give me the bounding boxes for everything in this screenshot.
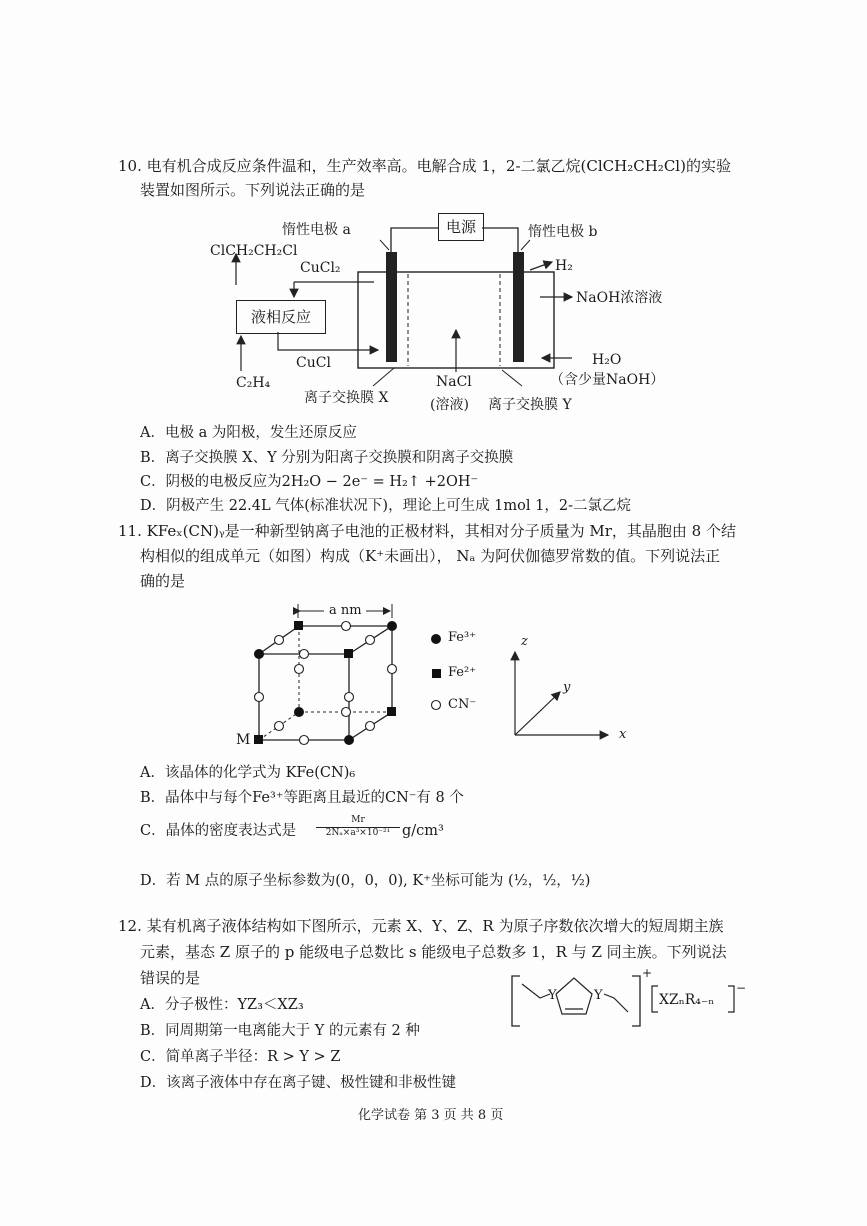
q10-option-d: D．阴极产生 22.4L 气体(标准状况下)，理论上可生成 1mol 1，2-二氯乙烷 [140, 498, 631, 514]
anion-formula: XZₙR₄₋ₙ [659, 992, 715, 1008]
q12-option-d: D．该离子液体中存在离子键、极性键和非极性键 [140, 1075, 457, 1091]
label-electrode-a: 惰性电极 a [282, 222, 351, 238]
axis-y-label: y [563, 680, 571, 695]
legend-fe3: Fe³⁺ [448, 630, 477, 645]
axis-z-label: z [521, 634, 528, 649]
label-nacl: NaCl [436, 374, 472, 390]
label-cucl: CuCl [296, 355, 331, 371]
q11-option-d: D．若 M 点的原子坐标参数为(0，0，0), K⁺坐标可能为 (½，½，½) [140, 873, 591, 889]
q10-option-b: B．离子交换膜 X、Y 分别为阳离子交换膜和阴离子交换膜 [140, 450, 514, 466]
ring-atom-y-left: Y [548, 988, 557, 1003]
q10-option-c: C．阴极的电极反应为2H₂O − 2e⁻ = H₂↑ +2OH⁻ [140, 474, 479, 490]
label-electrode-b: 惰性电极 b [528, 224, 598, 240]
label-cucl2: CuCl₂ [300, 260, 341, 276]
q12-option-a: A．分子极性：YZ₃＜XZ₃ [140, 997, 304, 1013]
axis-x-label: x [619, 727, 627, 742]
cation-charge: + [642, 966, 653, 980]
label-product: ClCH₂CH₂Cl [210, 243, 298, 259]
q11-option-a: A．该晶体的化学式为 KFe(CN)₆ [140, 765, 356, 781]
q10-option-a: A．电极 a 为阳极，发生还原反应 [140, 425, 357, 441]
q11-stem-line2: 构相似的组成单元（如图）构成（K⁺未画出）， Nₐ 为阿伏伽德罗常数的值。下列说法正 [140, 547, 721, 565]
label-edge-length: a nm [329, 603, 362, 618]
q11-option-c: C．晶体的密度表达式是 [140, 823, 297, 839]
q12-option-b: B．同周期第一电离能大于 Y 的元素有 2 种 [140, 1023, 420, 1039]
q10-stem-line2: 装置如图所示。下列说法正确的是 [140, 181, 366, 199]
density-unit: g/cm³ [402, 823, 444, 839]
q12-stem-line3: 错误的是 [140, 969, 201, 987]
q11-option-b: B．晶体中与每个Fe³⁺等距离且最近的CN⁻有 8 个 [140, 790, 464, 806]
power-source-box: 电源 [438, 213, 484, 241]
label-h2o: H₂O [592, 352, 622, 368]
label-h2: H₂ [555, 258, 573, 274]
q10-stem-line1: 10. 电有机合成反应条件温和，生产效率高。电解合成 1，2-二氯乙烷(ClCH₂CH₂Cl)的实验 [118, 157, 731, 175]
density-denominator: 2Nₐ×a³×10⁻²¹ [316, 827, 400, 839]
page-footer: 化学试卷 第 3 页 共 8 页 [358, 1108, 504, 1123]
label-nacl-note: (溶液) [430, 397, 469, 413]
liquid-reaction-box: 液相反应 [236, 300, 326, 334]
label-membrane-x: 离子交换膜 X [304, 390, 389, 406]
anion-charge: − [736, 981, 747, 995]
q12-option-c: C．简单离子半径：R > Y > Z [140, 1049, 341, 1065]
label-membrane-y: 离子交换膜 Y [488, 397, 572, 413]
label-c2h4: C₂H₄ [236, 375, 271, 391]
label-h2o-note: （含少量NaOH） [550, 372, 665, 388]
label-point-m: M [236, 732, 251, 748]
density-numerator: Mr [351, 815, 365, 825]
legend-cn: CN⁻ [448, 697, 477, 712]
q11-stem-line1: 11. KFeₓ(CN)ᵧ是一种新型钠离子电池的正极材料，其相对分子质量为 Mr，其晶胞由 8 个结 [118, 522, 736, 540]
ring-atom-y-right: Y [594, 988, 603, 1003]
legend-fe2: Fe²⁺ [448, 665, 477, 680]
q12-stem-line1: 12. 某有机离子液体结构如下图所示，元素 X、Y、Z、R 为原子序数依次增大的短周期主族 [118, 917, 724, 935]
q11-stem-line3: 确的是 [140, 572, 186, 590]
label-naoh-out: NaOH浓溶液 [576, 290, 663, 306]
q12-stem-line2: 元素，基态 Z 原子的 p 能级电子总数比 s 能级电子总数多 1，R 与 Z 同主族。下列说法 [140, 943, 727, 961]
